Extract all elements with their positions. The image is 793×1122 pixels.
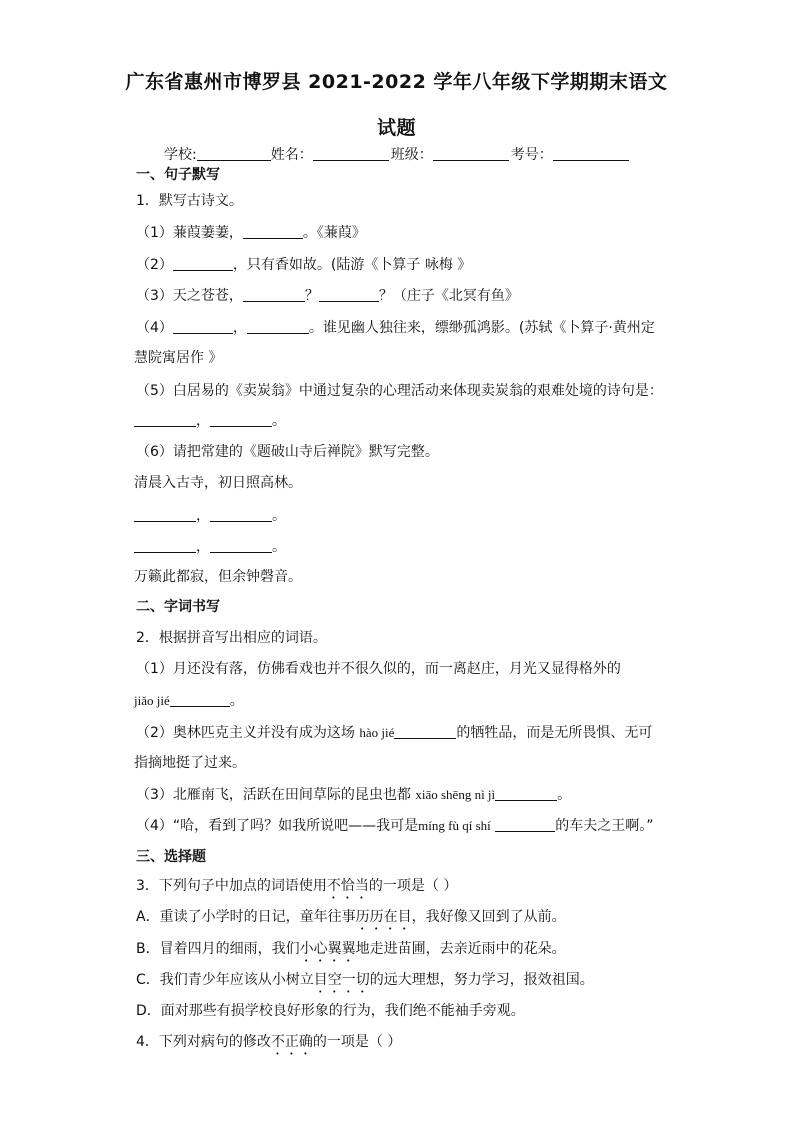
document-title-line1: 广东省惠州市博罗县 2021-2022 学年八年级下学期期末语文 xyxy=(125,71,668,93)
item-text: 的牺牲品，而是无所畏惧、无可 xyxy=(456,725,653,741)
question-2-item-2 xyxy=(136,724,652,742)
emphasis-text: 不恰当 xyxy=(326,878,369,894)
answer-blank[interactable] xyxy=(173,256,233,271)
answer-blank[interactable] xyxy=(243,224,303,239)
exam-number-field[interactable] xyxy=(553,146,629,161)
item-text: （1）蒹葭萋萋， xyxy=(136,225,243,241)
question-2-item-2-cont: 指摘地挺了过来。 xyxy=(134,755,246,771)
item-text: 。 xyxy=(557,787,572,803)
school-label: 学校: xyxy=(164,147,197,163)
student-info-row xyxy=(164,146,629,164)
item-text: ， xyxy=(196,508,210,524)
exam-number-label: 考号： xyxy=(510,147,553,163)
answer-blank[interactable] xyxy=(319,287,379,302)
item-text: 的车夫之王啊。” xyxy=(555,818,654,834)
question-2-item-1: （1）月还没有落，仿佛看戏也并不很久似的，而一离赵庄，月光又显得格外的 xyxy=(136,661,621,677)
item-text: 。 xyxy=(272,539,286,555)
poem-line-1: 清晨入古寺，初日照高林。 xyxy=(134,475,302,491)
answer-blank[interactable] xyxy=(394,724,456,739)
poem-blank-row-1 xyxy=(134,507,286,525)
answer-blank[interactable] xyxy=(170,692,230,707)
option-d[interactable]: D．面对那些有损学校良好形象的行为，我们绝不能袖手旁观。 xyxy=(136,1003,525,1019)
emphasis-text: 不正确 xyxy=(270,1034,313,1050)
question-4 xyxy=(136,1033,401,1058)
question-3 xyxy=(136,877,457,902)
answer-blank[interactable] xyxy=(134,507,196,522)
question-2-item-3 xyxy=(136,786,571,804)
answer-blank[interactable] xyxy=(495,817,555,832)
question-1-item-5-answers xyxy=(134,412,286,430)
document-title-line2: 试题 xyxy=(376,117,416,139)
option-text: 地走进苗圃，去亲近雨中的花朵。 xyxy=(355,941,566,957)
question-1-item-4 xyxy=(136,319,655,337)
class-field[interactable] xyxy=(433,146,509,161)
question-1: 1．默写古诗文。 xyxy=(136,193,243,209)
item-text: 的一项是（ ） xyxy=(368,878,458,894)
emphasis-text: 目空一切 xyxy=(313,972,370,988)
pinyin-text: hào jié xyxy=(359,725,395,740)
poem-line-last: 万籁此都寂，但余钟磬音。 xyxy=(134,569,302,585)
answer-blank[interactable] xyxy=(173,319,233,334)
name-field[interactable] xyxy=(313,146,389,161)
question-2: 2．根据拼音写出相应的词语。 xyxy=(136,630,327,646)
answer-blank[interactable] xyxy=(210,507,272,522)
section-heading: 三、选择题 xyxy=(136,849,206,865)
option-c[interactable] xyxy=(136,971,594,996)
pinyin-text: xiāo shēng nì jì xyxy=(415,787,496,802)
emphasis-text: 历历在目 xyxy=(355,909,412,925)
question-1-item-4-cont: 慧院寓居作 》 xyxy=(134,350,223,366)
item-text: 。谁见幽人独往来，缥缈孤鸿影。(苏轼《卜算子·黄州定 xyxy=(308,320,655,336)
answer-blank[interactable] xyxy=(210,538,272,553)
class-label: 班级： xyxy=(390,147,433,163)
question-1-item-1 xyxy=(136,224,366,242)
option-text: C．我们青少年应该从小树立 xyxy=(136,972,314,988)
item-text: 。 xyxy=(229,693,244,709)
question-1-item-6: （6）请把常建的《题破山寺后禅院》默写完整。 xyxy=(136,444,439,460)
pinyin-text: míng fù qí shí xyxy=(418,818,491,833)
item-text: ， xyxy=(196,539,210,555)
option-text: B．冒着四月的细雨，我们 xyxy=(136,941,300,957)
answer-blank[interactable] xyxy=(495,786,557,801)
question-2-item-4 xyxy=(136,817,653,835)
item-text: 3．下列句子中加点的词语使用 xyxy=(136,878,327,894)
question-1-item-2 xyxy=(136,256,471,274)
pinyin-text: jiǎo jié xyxy=(134,693,170,708)
answer-blank[interactable] xyxy=(243,287,305,302)
item-text: （3）北雁南飞，活跃在田间草际的昆虫也都 xyxy=(136,787,411,803)
school-field[interactable] xyxy=(197,146,271,161)
item-text: （2） xyxy=(136,257,173,273)
item-text: 4．下列对病句的修改 xyxy=(136,1034,271,1050)
question-1-item-5: （5）白居易的《卖炭翁》中通过复杂的心理活动来体现卖炭翁的艰难处境的诗句是： xyxy=(136,383,663,399)
answer-blank[interactable] xyxy=(134,538,196,553)
name-label: 姓名： xyxy=(270,147,313,163)
item-text: 。《蒹葭》 xyxy=(302,225,366,241)
item-text: ， xyxy=(196,413,210,429)
option-text: 的远大理想，努力学习，报效祖国。 xyxy=(369,972,594,988)
emphasis-text: 小心翼翼 xyxy=(299,941,356,957)
answer-blank[interactable] xyxy=(210,412,272,427)
item-text: （4） xyxy=(136,320,173,336)
answer-blank[interactable] xyxy=(247,319,309,334)
item-text: 的一项是（ ） xyxy=(312,1034,402,1050)
item-text: （4）“哈，看到了吗？如我所说吧——我可是 xyxy=(136,818,419,834)
question-2-item-1-cont xyxy=(134,692,244,710)
section-heading: 一、句子默写 xyxy=(136,167,220,183)
item-text: （3）天之苍苍， xyxy=(136,288,243,304)
item-text: ？ xyxy=(304,288,319,304)
item-text: ， xyxy=(232,320,247,336)
option-text: A．重读了小学时的日记，童年往事 xyxy=(136,909,356,925)
item-text: ，只有香如故。(陆游《卜算子 咏梅 》 xyxy=(232,257,472,273)
option-b[interactable] xyxy=(136,940,566,965)
option-text: ，我好像又回到了从前。 xyxy=(411,909,566,925)
option-a[interactable] xyxy=(136,908,566,933)
item-text: （2）奥林匹克主义并没有成为这场 xyxy=(136,725,355,741)
section-heading: 二、字词书写 xyxy=(136,599,220,615)
item-text: 。 xyxy=(272,413,286,429)
item-text: ？（庄子《北冥有鱼》 xyxy=(378,288,519,304)
answer-blank[interactable] xyxy=(134,412,196,427)
item-text: 。 xyxy=(272,508,286,524)
question-1-item-3 xyxy=(136,287,519,305)
poem-blank-row-2 xyxy=(134,538,286,556)
